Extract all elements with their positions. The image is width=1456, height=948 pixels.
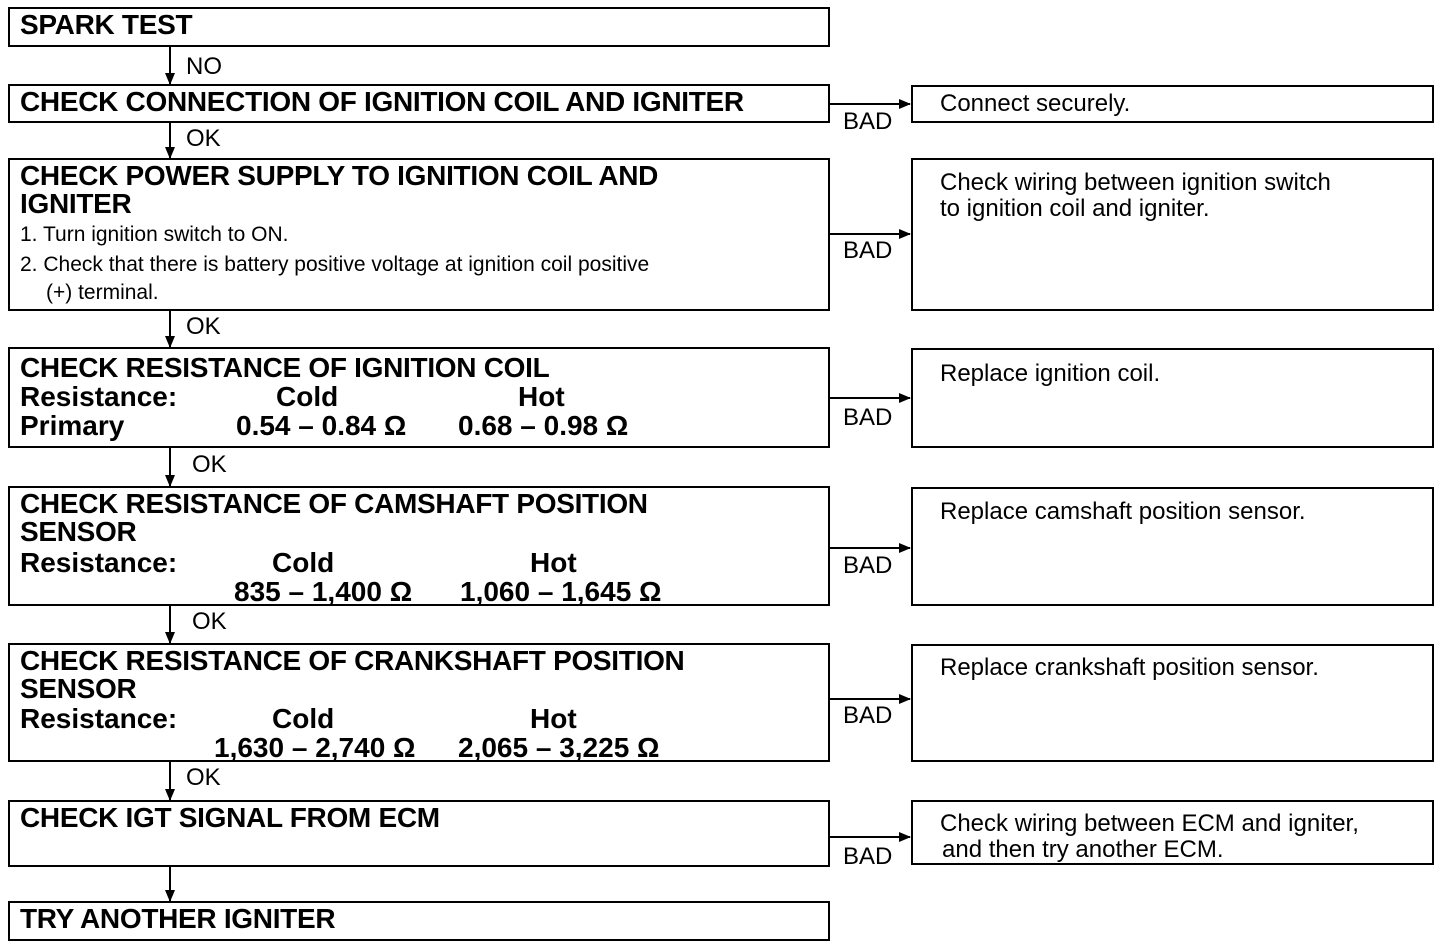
resistance-label: Resistance:: [20, 547, 178, 578]
value-row: [20, 733, 818, 762]
action-replace-crankshaft-sensor: [911, 644, 1434, 762]
step-ignition-coil-resistance: [8, 347, 830, 448]
action-text-line-1: Check wiring between ECM and igniter,: [940, 810, 1359, 837]
primary-row: [20, 411, 818, 440]
action-replace-ignition-coil: [911, 348, 1434, 448]
label-ok-camshaft: OK: [192, 608, 227, 635]
label-ok-crankshaft: OK: [186, 764, 221, 791]
cold-value: 835 – 1,400 Ω: [234, 576, 413, 607]
cold-value: 1,630 – 2,740 Ω: [214, 732, 416, 763]
step-camshaft-resistance: [8, 486, 830, 606]
step-title: SPARK TEST: [20, 9, 193, 40]
label-bad-crankshaft: BAD: [843, 702, 893, 729]
label-bad-igt: BAD: [843, 843, 893, 870]
step-spark-test: [8, 7, 830, 47]
action-check-ecm-wiring: [911, 800, 1434, 865]
step-title-line-1: CHECK RESISTANCE OF CRANKSHAFT POSITION: [20, 645, 685, 676]
step-title-line-1: CHECK RESISTANCE OF CAMSHAFT POSITION: [20, 488, 648, 519]
step-try-another-igniter: [8, 901, 830, 941]
step-title: TRY ANOTHER IGNITER: [20, 903, 336, 934]
instruction-2: 2. Check that there is battery positive voltage at ignition coil positive: [20, 253, 650, 276]
label-ok-connection: OK: [186, 125, 221, 152]
action-text-line: Replace ignition coil.: [940, 360, 1161, 387]
action-text-line-2: to ignition coil and igniter.: [940, 195, 1210, 222]
step-title: CHECK IGT SIGNAL FROM ECM: [20, 802, 440, 833]
instruction-1: 1. Turn ignition switch to ON.: [20, 223, 289, 246]
resistance-header-row: [20, 548, 818, 577]
hot-value: 1,060 – 1,645 Ω: [460, 576, 662, 607]
label-bad-camshaft: BAD: [843, 552, 893, 579]
value-row: [20, 577, 818, 606]
primary-label: Primary: [20, 410, 125, 441]
step-title-line-2: SENSOR: [20, 516, 137, 547]
action-connect-securely: [911, 85, 1434, 123]
cold-label: Cold: [272, 547, 335, 578]
label-bad-connection: BAD: [843, 108, 893, 135]
resistance-header-row: [20, 382, 818, 411]
step-title: CHECK RESISTANCE OF IGNITION COIL: [20, 352, 550, 383]
step-crankshaft-resistance: [8, 643, 830, 762]
hot-value: 0.68 – 0.98 Ω: [458, 410, 629, 441]
step-title-line-2: IGNITER: [20, 188, 132, 219]
cold-label: Cold: [272, 703, 335, 734]
step-igt-signal: [8, 800, 830, 867]
action-replace-camshaft-sensor: [911, 487, 1434, 606]
label-ok-power: OK: [186, 313, 221, 340]
resistance-header-row: [20, 704, 818, 733]
step-check-connection: [8, 84, 830, 123]
action-text-line: Connect securely.: [940, 90, 1131, 117]
instruction-2-continued: (+) terminal.: [46, 281, 159, 304]
resistance-label: Resistance:: [20, 381, 178, 412]
hot-label: Hot: [530, 547, 577, 578]
step-check-power-supply: [8, 158, 830, 311]
label-bad-power: BAD: [843, 237, 893, 264]
action-check-power-wiring: [911, 158, 1434, 311]
hot-value: 2,065 – 3,225 Ω: [458, 732, 660, 763]
cold-label: Cold: [276, 381, 339, 412]
label-ok-coil: OK: [192, 451, 227, 478]
hot-label: Hot: [530, 703, 577, 734]
action-text-line: Replace camshaft position sensor.: [940, 498, 1306, 525]
label-no: NO: [186, 53, 222, 80]
step-title-line-2: SENSOR: [20, 673, 137, 704]
label-bad-coil: BAD: [843, 404, 893, 431]
action-text-line: Replace crankshaft position sensor.: [940, 654, 1319, 681]
resistance-label: Resistance:: [20, 703, 178, 734]
step-title-line-1: CHECK POWER SUPPLY TO IGNITION COIL AND: [20, 160, 659, 191]
action-text-line-1: Check wiring between ignition switch: [940, 169, 1331, 196]
action-text-line-2: and then try another ECM.: [942, 836, 1224, 863]
hot-label: Hot: [518, 381, 565, 412]
step-title: CHECK CONNECTION OF IGNITION COIL AND IGNITER: [20, 86, 744, 117]
cold-value: 0.54 – 0.84 Ω: [236, 410, 407, 441]
